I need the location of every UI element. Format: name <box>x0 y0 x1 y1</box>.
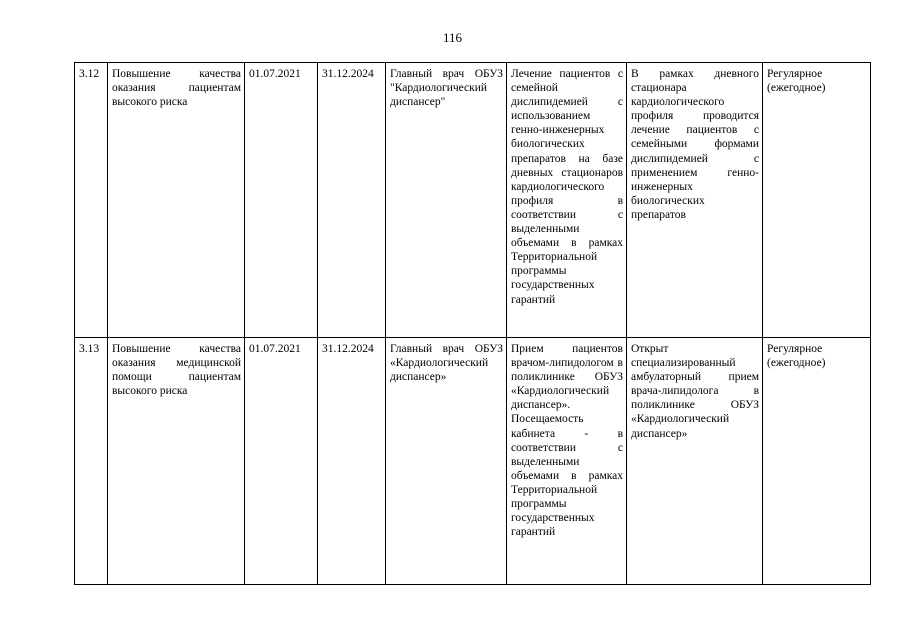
description-text: Прием пациентов врачом-липидологом в поликлинике ОБУЗ «Кардиологический диспансер». Посещаемость кабинета - в соответствии с выделенными объемами в рамках Территориальной программы государственных гарантий <box>507 338 627 585</box>
start-date: 01.07.2021 <box>245 338 318 585</box>
table-row <box>75 338 871 585</box>
frequency-text: Регулярное (ежегодное) <box>763 63 871 338</box>
row-number: 3.12 <box>75 63 108 338</box>
row-number: 3.13 <box>75 338 108 585</box>
measure-text: Повышение качества оказания медицинской помощи пациентам высокого риска <box>108 338 245 585</box>
frequency-text: Регулярное (ежегодное) <box>763 338 871 585</box>
start-date: 01.07.2021 <box>245 63 318 338</box>
responsible-text: Главный врач ОБУЗ «Кардиологический диспансер» <box>386 338 507 585</box>
responsible-text: Главный врач ОБУЗ "Кардиологический диспансер" <box>386 63 507 338</box>
table-row <box>75 63 871 338</box>
result-text: В рамках дневного стационара кардиологического профиля проводится лечение пациентов с семейными формами дислипидемией с применением генно-инженерных биологических препаратов <box>627 63 763 338</box>
result-text: Открыт специализированный амбулаторный прием врача-липидолога в поликлинике ОБУЗ «Кардиологический диспансер» <box>627 338 763 585</box>
page-number: 116 <box>442 30 463 45</box>
measures-table <box>74 62 871 585</box>
end-date: 31.12.2024 <box>318 63 386 338</box>
end-date: 31.12.2024 <box>318 338 386 585</box>
description-text: Лечение пациентов с семейной дислипидемией с использованием генно-инженерных биологических препаратов на базе дневных стационаров кардиологического профиля в соответствии с выделенными объемами в рамках Территориальной программы государственных гарантий <box>507 63 627 338</box>
measure-text: Повышение качества оказания пациентам высокого риска <box>108 63 245 338</box>
